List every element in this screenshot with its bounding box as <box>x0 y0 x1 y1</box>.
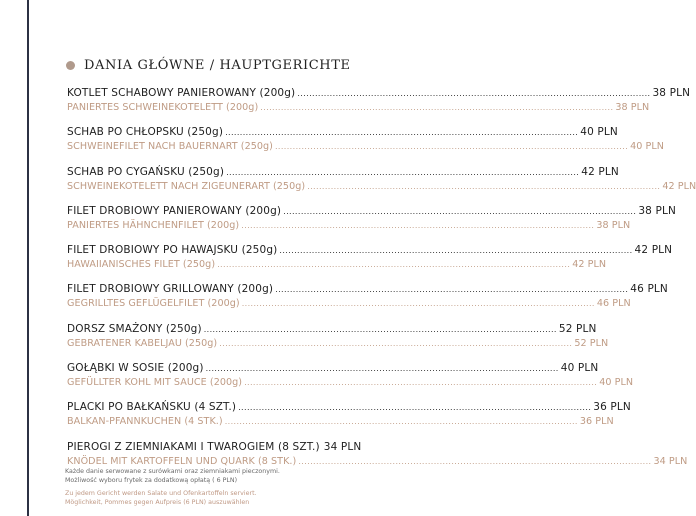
dish-price-german: 38 PLN <box>596 219 631 231</box>
dish-name-german: PANIERTES SCHWEINEKOTELETT (200g) <box>67 102 259 113</box>
menu-item <box>67 86 691 125</box>
dot-leader <box>242 297 595 311</box>
dish-name-german: SCHWEINEKOTELETT NACH ZIGEUNERART (250g) <box>67 180 306 192</box>
menu-item <box>67 322 609 361</box>
dish-name-german: GEBRATENER KABELJAU (250g) <box>67 337 218 349</box>
dot-leader <box>206 362 559 376</box>
dish-name-german: BALKAN-PFANNKUCHEN (4 STK.) <box>67 416 223 428</box>
menu-item <box>67 165 696 204</box>
dot-leader <box>260 101 613 115</box>
dish-german-row <box>67 101 650 115</box>
dot-leader <box>217 258 570 272</box>
dish-name-polish: FILET DROBIOWY PO HAWAJSKU (250g) <box>67 244 278 257</box>
dish-price: 34 PLN <box>323 440 362 453</box>
dish-name-polish: PLACKI PO BAŁKAŃSKU (4 SZT.) <box>67 401 237 414</box>
dish-polish-row <box>67 165 619 180</box>
dish-name-german: GEGRILLTES GEFLÜGELFILET (200g) <box>67 298 240 310</box>
dish-price-german: 36 PLN <box>579 416 614 428</box>
dish-name-polish: DORSZ SMAŻONY (250g) <box>67 322 202 335</box>
footer-notes <box>65 467 365 507</box>
dot-leader <box>219 337 572 351</box>
dish-name-german: GEFÜLLTER KOHL MIT SAUCE (200g) <box>67 377 243 389</box>
dot-leader <box>204 323 557 337</box>
dish-price-german: 40 PLN <box>630 141 664 153</box>
note-german <box>65 489 365 507</box>
dish-polish-row <box>67 400 631 415</box>
dish-name-polish: GOŁĄBKI W SOSIE (200g) <box>67 362 204 375</box>
dot-leader <box>238 401 591 415</box>
dish-price: 38 PLN <box>638 204 676 217</box>
dot-leader <box>244 376 597 390</box>
menu-item <box>67 400 631 439</box>
dish-polish-row <box>67 361 599 376</box>
section-title: DANIA GŁÓWNE / HAUPTGERICHTE <box>84 58 351 73</box>
dish-polish-row <box>67 125 618 140</box>
dish-german-row <box>67 415 614 429</box>
note-polish-line-1: Każde danie serwowane z surówkami oraz ziemniakami pieczonymi. <box>65 468 280 475</box>
dish-name-polish: SCHAB PO CYGAŃSKU (250g) <box>67 165 225 178</box>
menu-item <box>67 125 664 164</box>
dish-german-row <box>67 337 609 351</box>
menu-item <box>67 243 673 282</box>
dish-german-row <box>67 219 631 233</box>
dot-leader <box>279 244 632 258</box>
bullet-dot-icon <box>66 61 75 70</box>
dish-polish-row <box>67 440 362 455</box>
dish-price: 40 PLN <box>580 126 618 139</box>
dot-leader <box>275 283 628 297</box>
dish-price-german: 42 PLN <box>572 259 607 271</box>
dish-polish-row <box>67 204 676 219</box>
dish-name-polish: SCHAB PO CHŁOPSKU (250g) <box>67 126 224 139</box>
dot-leader <box>241 219 594 233</box>
dish-price-german: 52 PLN <box>574 337 609 349</box>
dish-price: 52 PLN <box>558 322 597 335</box>
menu-list <box>67 86 696 479</box>
dot-leader <box>225 415 578 429</box>
dish-german-row <box>67 258 607 272</box>
dish-german-row <box>67 140 664 154</box>
dish-polish-row <box>67 243 673 258</box>
dot-leader <box>226 166 579 180</box>
dish-name-german: SCHWEINEFILET NACH BAUERNART (250g) <box>67 141 273 153</box>
dish-name-polish: FILET DROBIOWY GRILLOWANY (200g) <box>67 283 274 296</box>
dish-price: 38 PLN <box>652 87 691 99</box>
dish-price-german: 34 PLN <box>653 455 688 467</box>
dish-price: 46 PLN <box>630 283 668 296</box>
section-header <box>66 58 351 73</box>
menu-item <box>67 361 634 400</box>
dish-name-german: HAWAIIANISCHES FILET (250g) <box>67 259 216 271</box>
dish-price: 36 PLN <box>593 401 631 414</box>
dish-price-german: 38 PLN <box>615 102 650 113</box>
note-polish <box>65 467 365 485</box>
menu-item <box>67 282 668 321</box>
dish-name-polish: FILET DROBIOWY PANIEROWANY (200g) <box>67 204 282 217</box>
dot-leader <box>297 87 650 101</box>
menu-item <box>67 204 676 243</box>
dish-polish-row <box>67 86 691 101</box>
left-border-line <box>27 0 29 516</box>
dish-price-german: 46 PLN <box>596 298 631 310</box>
dish-polish-row <box>67 322 597 337</box>
note-german-line-2: Möglichkeit, Pommes gegen Aufpreis (6 PLN) auszuwählen <box>65 499 250 506</box>
dish-price: 42 PLN <box>634 244 673 257</box>
dot-leader <box>307 180 660 194</box>
dish-name-german: KNÖDEL MIT KARTOFFELN UND QUARK (8 STK.) <box>67 455 297 467</box>
dish-german-row <box>67 297 631 311</box>
dot-leader <box>283 205 636 219</box>
dish-price-german: 42 PLN <box>662 180 696 192</box>
dish-price: 42 PLN <box>581 165 619 178</box>
dot-leader <box>275 140 628 154</box>
dish-polish-row <box>67 282 668 297</box>
dish-price-german: 40 PLN <box>599 377 634 389</box>
dish-name-polish: KOTLET SCHABOWY PANIEROWANY (200g) <box>67 87 296 99</box>
dot-leader <box>225 126 578 140</box>
dish-price: 40 PLN <box>560 362 599 375</box>
note-german-line-1: Zu jedem Gericht werden Salate und Ofenkartoffeln serviert. <box>65 490 257 497</box>
dish-german-row <box>67 376 634 390</box>
note-polish-line-2: Możliwość wyboru frytek za dodatkową opłatą ( 6 PLN) <box>65 477 238 484</box>
dish-german-row <box>67 180 696 194</box>
dish-name-german: PANIERTES HÄHNCHENFILET (200g) <box>67 219 240 231</box>
dish-name-polish: PIEROGI Z ZIEMNIAKAMI I TWAROGIEM (8 SZT.) <box>67 440 320 453</box>
